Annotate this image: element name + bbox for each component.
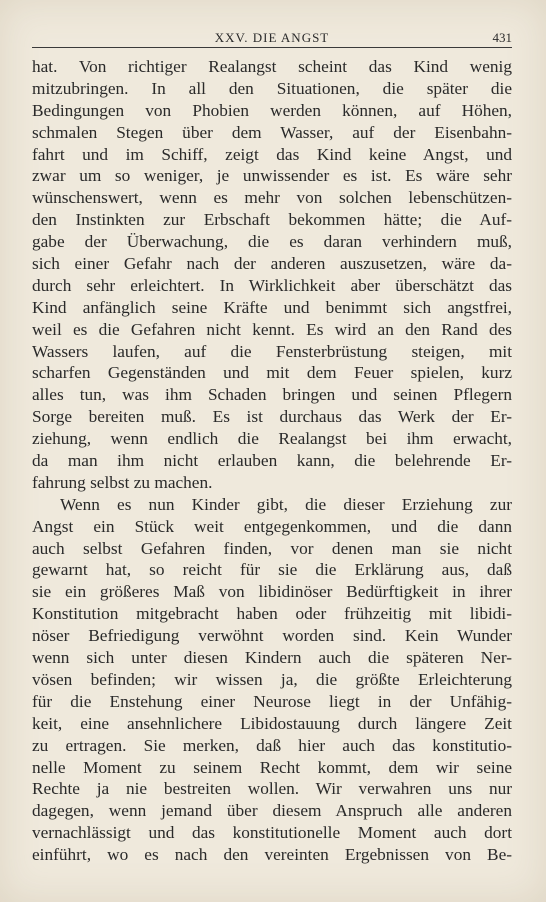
text-line: Wassers laufen, auf die Fensterbrüstung steigen, mit (32, 341, 512, 361)
text-line: hat. Von richtiger Realangst scheint das Kind wenig (32, 57, 512, 76)
text-line: auch selbst Gefahren finden, vor denen man sie nicht (32, 538, 512, 558)
text-line: ziehung, wenn endlich die Realangst bei ihm erwacht, (32, 429, 512, 449)
text-line: sie ein größeres Maß von libidinöser Bedürftigkeit in ihrer (32, 582, 512, 602)
text-line: schmalen Stegen über dem Wasser, auf der Eisenbahn- (32, 122, 512, 142)
text-line: Sorge bereiten muß. Es ist durchaus das Werk der Er- (32, 407, 512, 427)
text-line: nelle Moment zu seinem Recht kommt, dem wir seine (32, 757, 512, 777)
text-line: für die Enstehung einer Neurose liegt in der Unfähig- (32, 691, 512, 711)
text-line: da man ihm nicht erlauben kann, die belehrende Er- (32, 451, 512, 471)
text-line: gewarnt hat, so reicht für sie die Erklärung aus, daß (32, 560, 512, 580)
text-line: fahrt und im Schiff, zeigt das Kind keine Angst, und (32, 144, 512, 164)
text-line: Angst ein Stück weit entgegenkommen, und die dann (32, 516, 512, 536)
header-rule (32, 47, 512, 48)
text-line: Bedingungen von Phobien werden können, auf Höhen, (32, 100, 512, 120)
text-line: dagegen, wenn jemand über diesem Anspruch alle anderen (32, 801, 512, 821)
text-line: gabe der Überwachung, die es daran verhindern muß, (32, 232, 512, 252)
text-line: wenn sich unter diesen Kindern auch die späteren Ner- (32, 648, 512, 668)
text-line: sich einer Gefahr nach der anderen auszusetzen, wäre da- (32, 254, 512, 274)
text-line: nöser Befriedigung verwöhnt worden sind. Kein Wunder (32, 626, 512, 646)
text-line: durch sehr erleichtert. In Wirklichkeit aber überschätzt das (32, 275, 512, 295)
paragraph (32, 494, 512, 866)
text-line: Konstitution mitgebracht haben oder frühzeitig mit libidi- (32, 604, 512, 624)
text-line: zu ertragen. Sie merken, daß hier auch das konstitutio- (32, 735, 512, 755)
page-header (32, 28, 512, 48)
text-line: vösen befinden; wir wissen ja, die größte Erleichterung (32, 669, 512, 689)
text-line: den Instinkten zur Erbschaft bekommen hätte; die Auf- (32, 210, 512, 230)
page-number: 431 (492, 30, 512, 45)
text-line: alles tun, was ihm Schaden bringen und seinen Pflegern (32, 385, 512, 405)
text-line: fahrung selbst zu machen. (32, 472, 213, 492)
text-line: Wenn es nun Kinder gibt, die dieser Erziehung zur (60, 494, 512, 514)
text-line: weil es die Gefahren nicht kennt. Es wird an den Rand des (32, 319, 512, 339)
text-line: wünschenswert, wenn es mehr von solchen lebenschützen- (32, 188, 512, 208)
text-line: mitzubringen. In all den Situationen, die später die (32, 78, 512, 98)
text-line: keit, eine ansehnlichere Libidostauung durch längere Zeit (32, 713, 512, 733)
text-line: Rechte ja nie bestreiten wollen. Wir verwahren uns nur (32, 779, 512, 799)
body-text (32, 56, 512, 866)
text-line: vernachlässigt und das konstitutionelle Moment auch dort (32, 823, 512, 843)
paragraph (32, 56, 512, 494)
text-line: einführt, wo es nach den vereinten Ergebnissen von Be- (32, 845, 512, 865)
text-line: scharfen Gegenständen und mit dem Feuer spielen, kurz (32, 363, 512, 383)
running-head: XXV. DIE ANGST (214, 30, 330, 45)
text-line: Kind anfänglich seine Kräfte und benimmt sich angstfrei, (32, 297, 512, 317)
text-line: zwar um so weniger, je unwissender es ist. Es wäre sehr (32, 166, 512, 186)
